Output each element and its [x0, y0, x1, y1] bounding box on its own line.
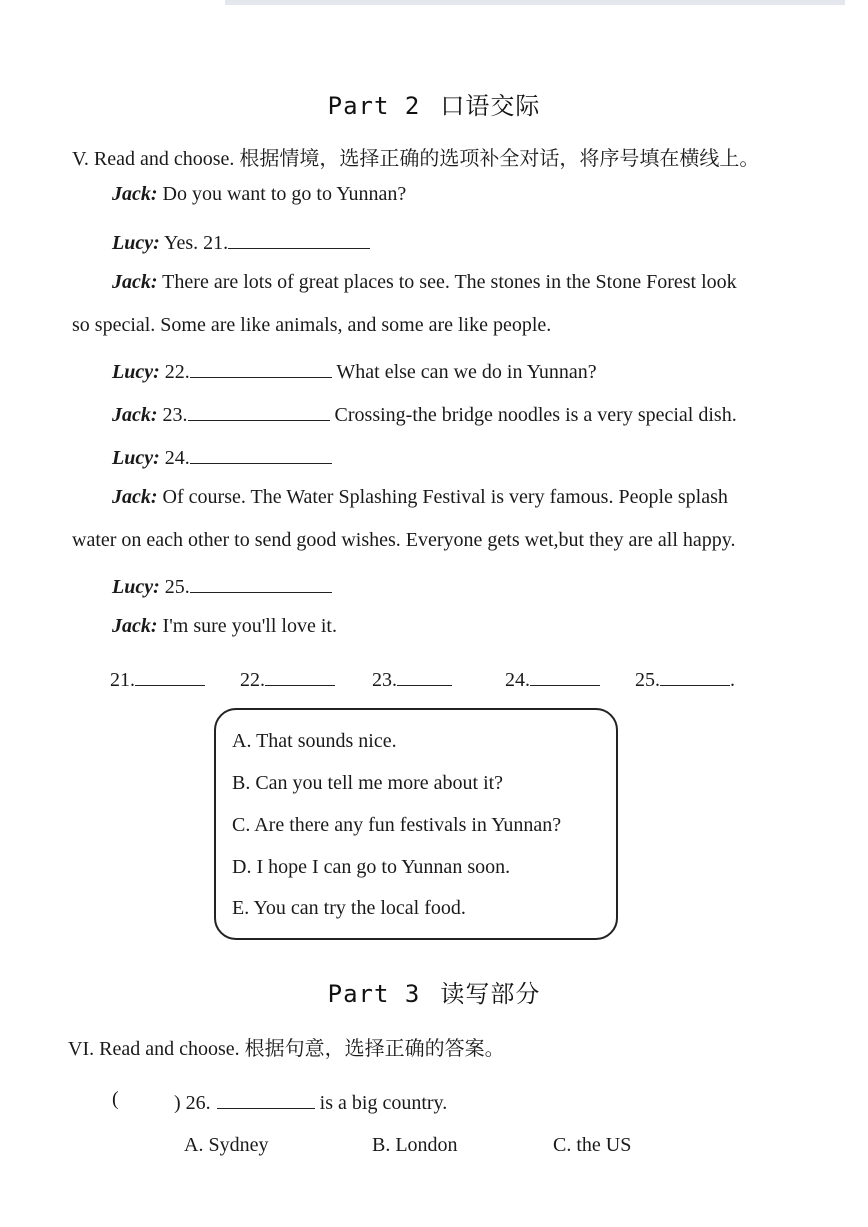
- question-26-blank[interactable]: [217, 1088, 315, 1109]
- part-2-label: Part 2: [327, 92, 421, 120]
- speaker-jack: Jack:: [112, 486, 158, 508]
- answer-label-24: 24.: [505, 669, 530, 691]
- question-26-choice-c: C. the US: [553, 1134, 632, 1156]
- answer-blank-23[interactable]: [188, 400, 330, 421]
- top-edge-strip: [225, 0, 845, 5]
- answer-slot-21[interactable]: [110, 667, 205, 692]
- dialogue-text: There are lots of great places to see. The stones in the Stone Forest look: [157, 271, 737, 293]
- part-3-label: Part 3: [327, 980, 421, 1008]
- part-3-chinese-title: 读写部分: [440, 980, 541, 1008]
- dialogue-text: Of course. The Water Splashing Festival is very famous. People splash: [157, 486, 728, 508]
- dialogue-line-8: [112, 572, 332, 599]
- answer-label-23: 23.: [372, 669, 397, 691]
- answer-row-end-period: .: [730, 669, 735, 691]
- answer-underline[interactable]: [265, 667, 335, 686]
- answer-slot-22[interactable]: [240, 667, 335, 692]
- dialogue-line-2: [112, 228, 370, 255]
- option-a: A. That sounds nice.: [232, 730, 397, 752]
- question-26-text: is a big country.: [314, 1092, 448, 1114]
- part-2-chinese-title: 口语交际: [440, 92, 541, 120]
- section-5-instruction: V. Read and choose. 根据情境，选择正确的选项补全对话，将序号填在横线上。: [72, 148, 760, 170]
- dialogue-text: 25.: [159, 576, 190, 598]
- section-6-instruction: VI. Read and choose. 根据句意，选择正确的答案。: [68, 1038, 505, 1060]
- speaker-lucy: Lucy:: [112, 361, 160, 383]
- answer-label-25: 25.: [635, 669, 660, 691]
- dialogue-line-1: [112, 183, 406, 206]
- dialogue-line-3-continued: so special. Some are like animals, and some are like people.: [72, 314, 552, 336]
- option-c: C. Are there any fun festivals in Yunnan?: [232, 814, 562, 836]
- dialogue-line-7: [112, 486, 728, 509]
- speaker-lucy: Lucy:: [112, 576, 160, 598]
- part-3-heading: [0, 974, 868, 1009]
- answer-underline[interactable]: [530, 667, 600, 686]
- answer-underline[interactable]: [397, 667, 452, 686]
- answer-underline[interactable]: [135, 667, 205, 686]
- speaker-jack: Jack:: [112, 271, 158, 293]
- dialogue-text: Yes. 21.: [159, 232, 229, 254]
- dialogue-line-3: [112, 271, 737, 294]
- answer-blank-24[interactable]: [190, 443, 332, 464]
- dialogue-text: 24.: [159, 447, 190, 469]
- question-26-choice-b: B. London: [372, 1134, 458, 1156]
- answer-blank-21[interactable]: [228, 228, 370, 249]
- answer-label-21: 21.: [110, 669, 135, 691]
- dialogue-text-after: What else can we do in Yunnan?: [331, 361, 597, 383]
- dialogue-line-9: [112, 615, 337, 638]
- answer-slot-25[interactable]: [635, 667, 735, 692]
- speaker-lucy: Lucy:: [112, 232, 160, 254]
- dialogue-line-5: [112, 400, 737, 427]
- question-26-number: ) 26.: [174, 1092, 211, 1114]
- dialogue-text-after: Crossing-the bridge noodles is a very special dish.: [329, 404, 737, 426]
- dialogue-text: Do you want to go to Yunnan?: [157, 183, 407, 205]
- answer-label-22: 22.: [240, 669, 265, 691]
- answer-blank-22[interactable]: [190, 357, 332, 378]
- answer-slot-24[interactable]: [505, 667, 600, 692]
- speaker-lucy: Lucy:: [112, 447, 160, 469]
- dialogue-text: 22.: [159, 361, 190, 383]
- answer-underline[interactable]: [660, 667, 730, 686]
- dialogue-line-7-continued: water on each other to send good wishes. Everyone gets wet,but they are all happy.: [72, 529, 736, 551]
- answer-blank-25[interactable]: [190, 572, 332, 593]
- question-26-choice-a: A. Sydney: [184, 1134, 269, 1156]
- dialogue-text: I'm sure you'll love it.: [157, 615, 337, 637]
- option-b: B. Can you tell me more about it?: [232, 772, 504, 794]
- dialogue-line-6: [112, 443, 332, 470]
- option-e: E. You can try the local food.: [232, 897, 466, 919]
- question-26-paren-open: (: [112, 1088, 119, 1110]
- question-26-row: [174, 1088, 447, 1115]
- answer-slot-23[interactable]: [372, 667, 452, 692]
- speaker-jack: Jack:: [112, 183, 158, 205]
- dialogue-line-4: [112, 357, 597, 384]
- option-d: D. I hope I can go to Yunnan soon.: [232, 856, 511, 878]
- speaker-jack: Jack:: [112, 615, 158, 637]
- part-2-heading: [0, 86, 868, 121]
- speaker-jack: Jack:: [112, 404, 158, 426]
- dialogue-text: 23.: [157, 404, 188, 426]
